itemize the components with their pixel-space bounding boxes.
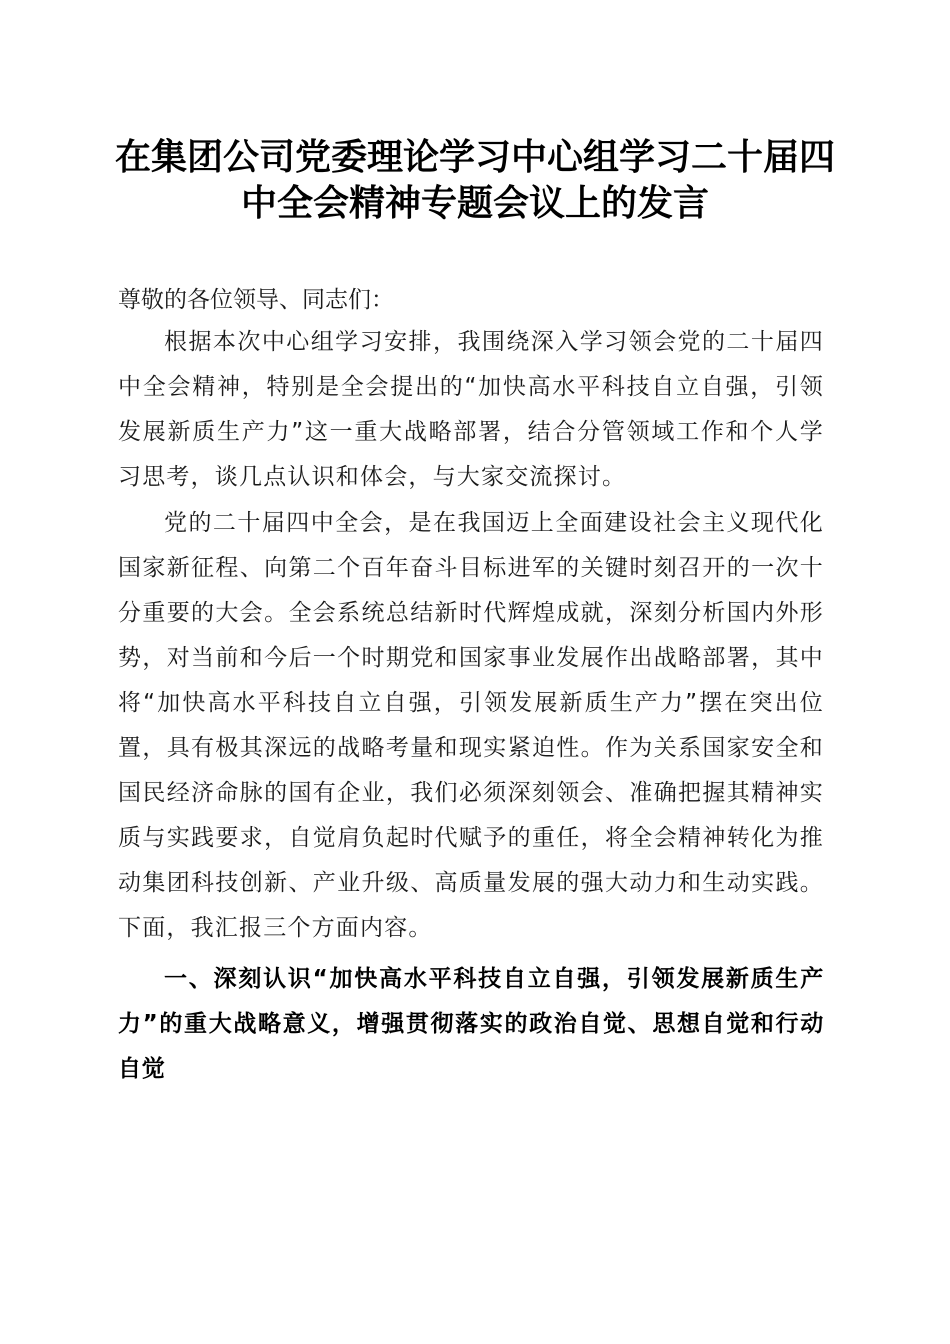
title-line-1: 在集团公司党委理论学习中心组学习二十届四	[114, 136, 835, 178]
paragraph-intro: 根据本次中心组学习安排，我围绕深入学习领会党的二十届四中全会精神，特别是全会提出的“加快高水平科技自立自强，引领发展新质生产力”这一重大战略部署，结合分管领域工作和个人学习思考，谈几点认识和体会，与大家交流探讨。	[118, 329, 824, 490]
section-heading-1: 一、深刻认识“加快高水平科技自立自强，引领发展新质生产力”的重大战略意义，增强贯彻落实的政治自觉、思想自觉和行动自觉	[118, 966, 824, 1082]
paragraph-context: 党的二十届四中全会，是在我国迈上全面建设社会主义现代化国家新征程、向第二个百年奋斗目标进军的关键时刻召开的一次十分重要的大会。全会系统总结新时代辉煌成就，深刻分析国内外形势，对当前和今后一个时期党和国家事业发展作出战略部署，其中将“加快高水平科技自立自强，引领发展新质生产力”摆在突出位置，具有极其深远的战略考量和现实紧迫性。作为关系国家安全和国民经济命脉的国有企业，我们必须深刻领会、准确把握其精神实质与实践要求，自觉肩负起时代赋予的重任，将全会精神转化为推动集团科技创新、产业升级、高质量发展的强大动力和生动实践。下面，我汇报三个方面内容。	[118, 510, 824, 941]
document-title	[100, 134, 850, 226]
salutation: 尊敬的各位领导、同志们：	[118, 287, 394, 313]
document-body	[118, 280, 824, 1092]
title-line-2: 中全会精神专题会议上的发言	[240, 182, 709, 224]
